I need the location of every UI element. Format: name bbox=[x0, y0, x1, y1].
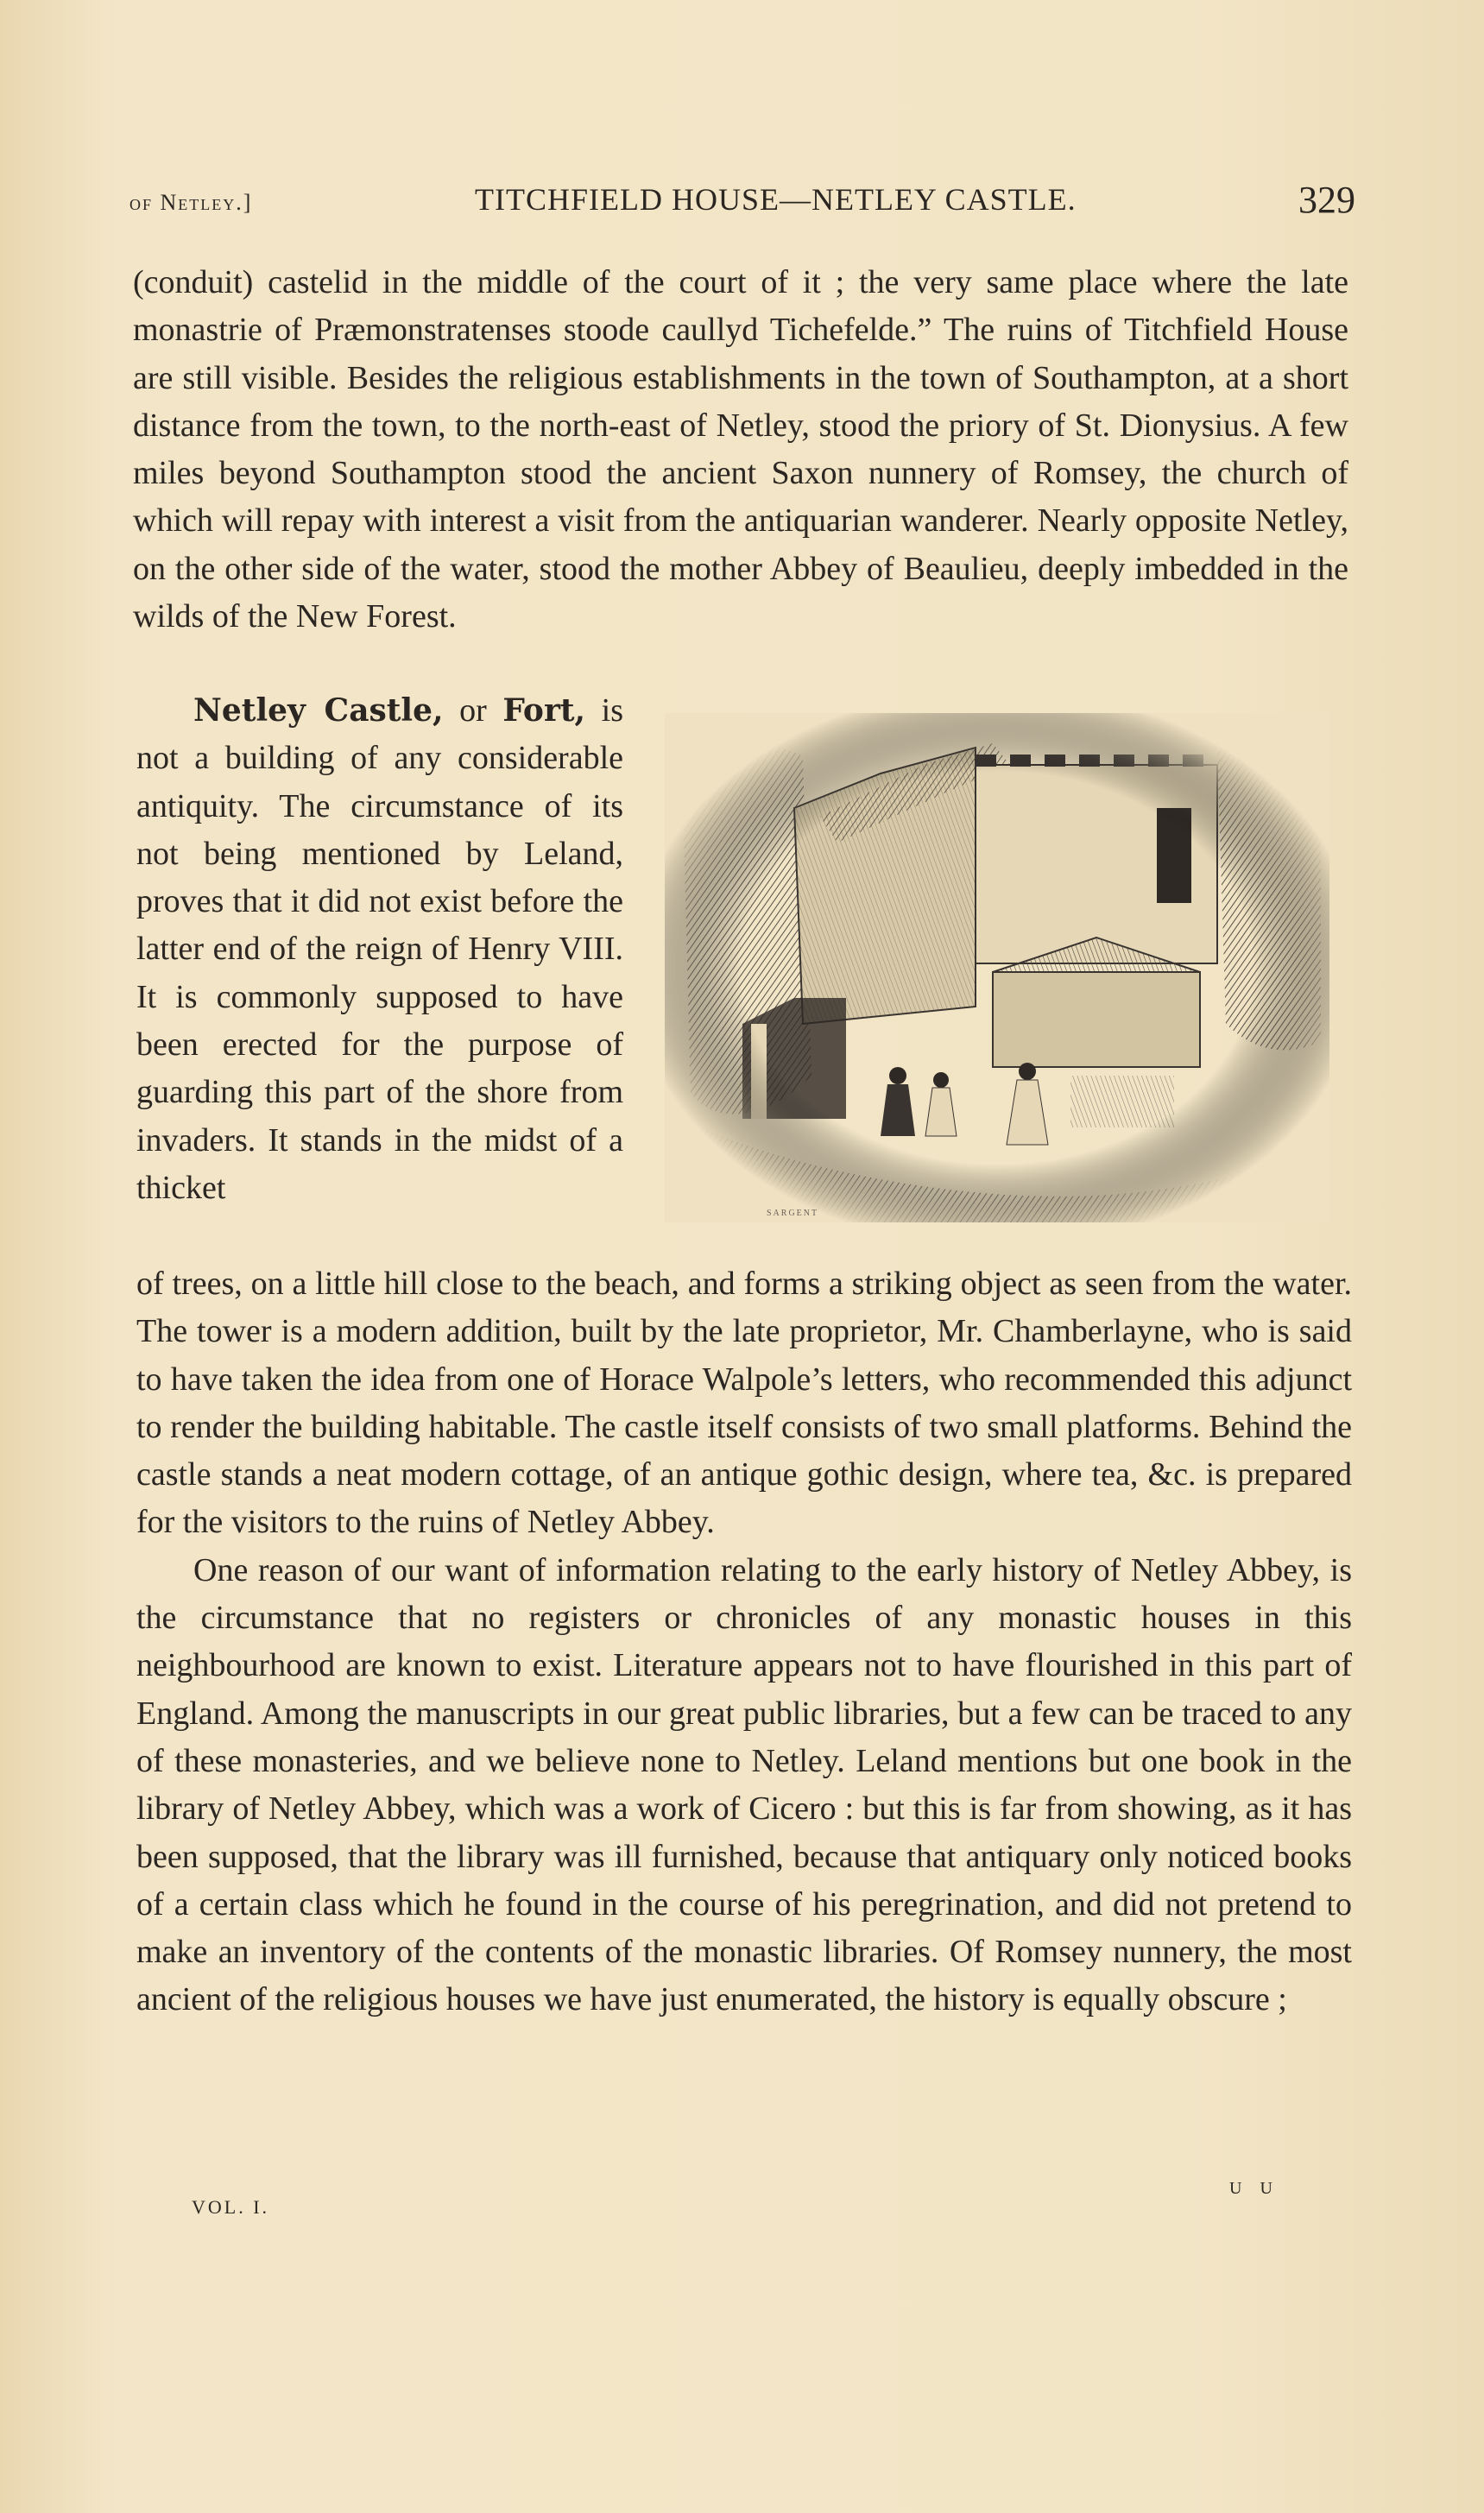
intro-paragraph: (conduit) castelid in the middle of the court of it ; the very same place where the late monastrie of Præmonstratenses stoode caullyd Tichefelde.” The ruins of Titchfield House are still visible. Besides the religious establishments in the town of Southampton, at a short distance from the town, to the north-east of Netley, stood the priory of St. Dionysius. A few miles beyond Southampton stood the ancient Saxon nunnery of Romsey, the church of which will repay with interest a visit from the antiquarian wanderer. Nearly opposite Netley, on the other side of the water, stood the mother Abbey of Beaulieu, deeply imbedded in the wilds of the New Forest. bbox=[133, 264, 1348, 635]
castle-heading: Netley Castle, bbox=[193, 692, 444, 729]
netley-castle-column bbox=[136, 687, 623, 1212]
castle-narrow-text: is not a building of any considerable antiquity. The circumstance of its not being mentioned by Leland, proves that it did not exist before the latter end of the reign of Henry VIII. It is commonly supposed to have been erected for the purpose of guarding this part of the shore from invaders. It stands in the midst of a thicket bbox=[136, 692, 624, 1206]
main-text-block bbox=[136, 1260, 1352, 2024]
running-head-left: of Netley.] bbox=[129, 190, 253, 215]
intro-paragraph-block bbox=[133, 259, 1348, 641]
vignette bbox=[665, 713, 1329, 1222]
artist-signature: SARGENT bbox=[767, 1209, 819, 1218]
castle-fort: Fort, bbox=[502, 692, 586, 729]
castle-paragraph-continued: of trees, on a little hill close to the beach, and forms a striking object as seen from the water. The tower is a modern addition, built by the late proprietor, Mr. Chamberlayne, who is said to have taken the idea from one of Horace Walpole’s letters, who recommended this adjunct to render the building habitable. The castle itself consists of two small platforms. Behind the castle stands a neat modern cottage, of an antique gothic design, where tea, &c. is prepared for the visitors to the ruins of Netley Abbey. bbox=[136, 1266, 1352, 1541]
signature-mark: U U bbox=[1229, 2179, 1279, 2198]
castle-or: or bbox=[459, 692, 487, 729]
netley-castle-paragraph-start bbox=[136, 687, 623, 1212]
running-head-title: TITCHFIELD HOUSE—NETLEY CASTLE. bbox=[475, 182, 1077, 217]
registers-paragraph: One reason of our want of information relating to the early history of Netley Abbey, is the circumstance that no registers or chronicles of any monastic houses in this neighbourhood are known to exist. Literature appears not to have flourished in this part of England. Among the manuscripts in our great public libraries, but a few can be traced to any of these monasteries, and we believe none to Netley. Leland mentions but one book in the library of Netley Abbey, which was a work of Cicero : but this is far from showing, as it has been supposed, that the library was ill furnished, because that antiquary only noticed books of a certain class which he found in the course of his peregrination, and did not pretend to make an inventory of the contents of the monastic libraries. Of Romsey nunnery, the most ancient of the religious houses we have just enumerated, the history is equally obscure ; bbox=[136, 1551, 1352, 2018]
running-head bbox=[129, 178, 1355, 230]
page-number: 329 bbox=[1298, 179, 1355, 221]
netley-castle-engraving bbox=[665, 713, 1329, 1222]
volume-label: VOL. I. bbox=[192, 2196, 270, 2218]
